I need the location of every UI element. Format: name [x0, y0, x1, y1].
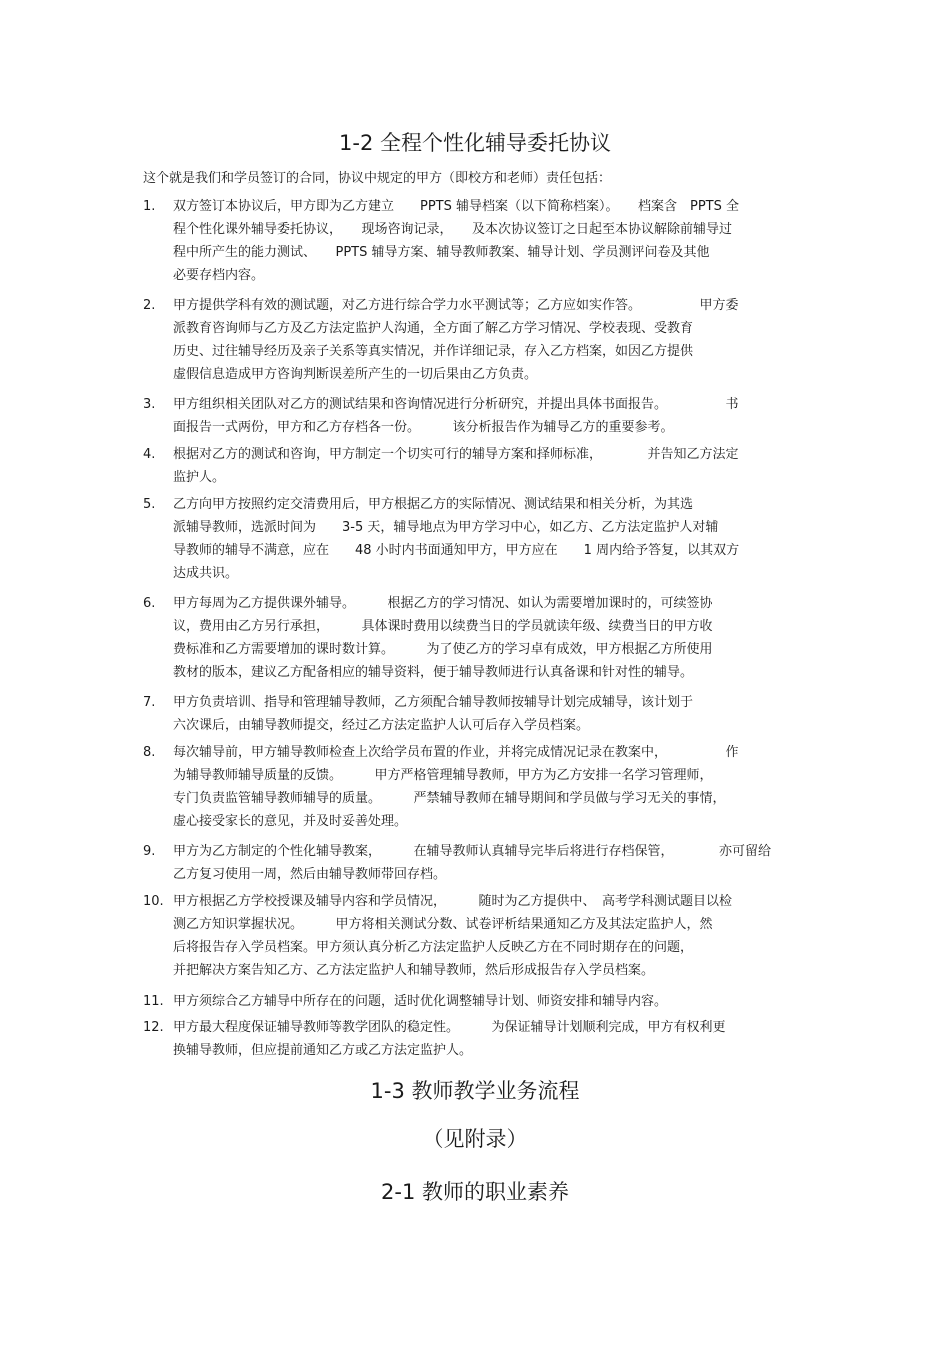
- clause-number: 8.: [143, 745, 156, 760]
- section-title-1-3: 1-3 教师教学业务流程: [370, 1079, 580, 1103]
- clause-item: [143, 840, 813, 886]
- clause-line: 费标准和乙方需要增加的课时数计算。 为了使乙方的学习卓有成效，甲方根据乙方所使用: [173, 642, 713, 657]
- appendix-note: （见附录）: [422, 1127, 528, 1151]
- clause-item: [143, 1016, 813, 1062]
- clause-line: 教材的版本，建议乙方配备相应的辅导资料，便于辅导教师进行认真备课和针对性的辅导。: [173, 665, 694, 680]
- section-title-1-2: 1-2 全程个性化辅导委托协议: [339, 131, 611, 155]
- intro-text: 这个就是我们和学员签订的合同，协议中规定的甲方（即校方和老师）责任包括：: [143, 171, 612, 186]
- clause-line: 根据对乙方的测试和咨询，甲方制定一个切实可行的辅导方案和择师标准， 并告知乙方法定: [173, 447, 739, 462]
- clause-line: 换辅导教师，但应提前通知乙方或乙方法定监护人。: [173, 1043, 473, 1058]
- clause-item: [143, 195, 813, 287]
- clause-line: 必要存档内容。: [173, 268, 265, 283]
- clause-line: 派教育咨询师与乙方及乙方法定监护人沟通，全方面了解乙方学习情况、学校表现、受教育: [173, 321, 746, 336]
- clause-item: [143, 990, 813, 1013]
- clause-line: 六次课后，由辅导教师提交，经过乙方法定监护人认可后存入学员档案。: [173, 718, 590, 733]
- clause-line: 甲方提供学科有效的测试题，对乙方进行综合学力水平测试等；乙方应如实作答。 甲方委: [173, 298, 739, 313]
- clause-number: 1.: [143, 199, 156, 214]
- clause-line: 双方签订本协议后，甲方即为乙方建立 PPTS 辅导档案（以下简称档案）。 档案含 PPTS 全: [173, 199, 740, 214]
- clause-line: 甲方为乙方制定的个性化辅导教案， 在辅导教师认真辅导完毕后将进行存档保管， 亦可留给: [173, 844, 772, 859]
- clause-item: [143, 691, 813, 737]
- clause-number: 7.: [143, 695, 156, 710]
- clause-line: 后将报告存入学员档案。甲方须认真分析乙方法定监护人反映乙方在不同时期存在的问题，: [173, 940, 694, 955]
- clause-line: 达成共识。: [173, 566, 239, 581]
- clause-line: 甲方根据乙方学校授课及辅导内容和学员情况， 随时为乙方提供中、 高考学科测试题目以检: [173, 894, 733, 909]
- clause-number: 9.: [143, 844, 156, 859]
- clause-number: 3.: [143, 397, 156, 412]
- clause-line: 虚假信息造成甲方咨询判断误差所产生的一切后果由乙方负责。: [173, 367, 538, 382]
- clause-line: 甲方组织相关团队对乙方的测试结果和咨询情况进行分析研究，并提出具体书面报告。 书: [173, 397, 739, 412]
- clause-item: [143, 493, 813, 585]
- clause-number: 2.: [143, 298, 156, 313]
- clause-line: 甲方须综合乙方辅导中所存在的问题，适时优化调整辅导计划、师资安排和辅导内容。: [173, 994, 668, 1009]
- clause-number: 10.: [143, 894, 164, 909]
- clause-line: 每次辅导前，甲方辅导教师检查上次给学员布置的作业，并将完成情况记录在教案中， 作: [173, 745, 739, 760]
- clause-number: 5.: [143, 497, 156, 512]
- clause-line: 监护人。: [173, 470, 226, 485]
- clause-line: 乙方复习使用一周，然后由辅导教师带回存档。: [173, 867, 447, 882]
- clause-number: 11.: [143, 994, 164, 1009]
- clause-line: 乙方向甲方按照约定交清费用后，甲方根据乙方的实际情况、测试结果和相关分析，为其选: [173, 497, 746, 512]
- clause-line: 面报告一式两份，甲方和乙方存档各一份。 该分析报告作为辅导乙方的重要参考。: [173, 420, 674, 435]
- clause-item: [143, 890, 813, 982]
- clause-line: 历史、过往辅导经历及亲子关系等真实情况，并作详细记录，存入乙方档案，如因乙方提供: [173, 344, 694, 359]
- clause-line: 甲方每周为乙方提供课外辅导。 根据乙方的学习情况、如认为需要增加课时的，可续签协: [173, 596, 713, 611]
- clause-item: [143, 443, 813, 489]
- clause-line: 议，费用由乙方另行承担， 具体课时费用以续费当日的学员就读年级、续费当日的甲方收: [173, 619, 713, 634]
- clause-line: 甲方负责培训、指导和管理辅导教师，乙方须配合辅导教师按辅导计划完成辅导，该计划于: [173, 695, 694, 710]
- clause-line: 派辅导教师，选派时间为 3-5 天，辅导地点为甲方学习中心，如乙方、乙方法定监护人对辅: [173, 520, 719, 535]
- clause-line: 虚心接受家长的意见，并及时妥善处理。: [173, 814, 408, 829]
- clause-line: 导教师的辅导不满意，应在 48 小时内书面通知甲方，甲方应在 1 周内给予答复，以其双方: [173, 543, 740, 558]
- clause-line: 程个性化课外辅导委托协议， 现场咨询记录， 及本次协议签订之日起至本协议解除前辅导过: [173, 222, 733, 237]
- clause-line: 测乙方知识掌握状况。 甲方将相关测试分数、试卷评析结果通知乙方及其法定监护人，然: [173, 917, 713, 932]
- clause-item: [143, 393, 813, 439]
- clause-item: [143, 294, 813, 386]
- clause-line: 专门负责监管辅导教师辅导的质量。 严禁辅导教师在辅导期间和学员做与学习无关的事情，: [173, 791, 726, 806]
- clause-item: [143, 741, 813, 833]
- clause-number: 4.: [143, 447, 156, 462]
- clause-line: 为辅导教师辅导质量的反馈。 甲方严格管理辅导教师，甲方为乙方安排一名学习管理师，: [173, 768, 713, 783]
- section-title-2-1: 2-1 教师的职业素养: [381, 1180, 569, 1204]
- clause-item: [143, 592, 813, 684]
- clause-line: 甲方最大程度保证辅导教师等教学团队的稳定性。 为保证辅导计划顺利完成，甲方有权利更: [173, 1020, 726, 1035]
- clause-number: 6.: [143, 596, 156, 611]
- clause-line: 并把解决方案告知乙方、乙方法定监护人和辅导教师，然后形成报告存入学员档案。: [173, 963, 655, 978]
- clause-number: 12.: [143, 1020, 164, 1035]
- clause-line: 程中所产生的能力测试、 PPTS 辅导方案、辅导教师教案、辅导计划、学员测评问卷及其他: [173, 245, 710, 260]
